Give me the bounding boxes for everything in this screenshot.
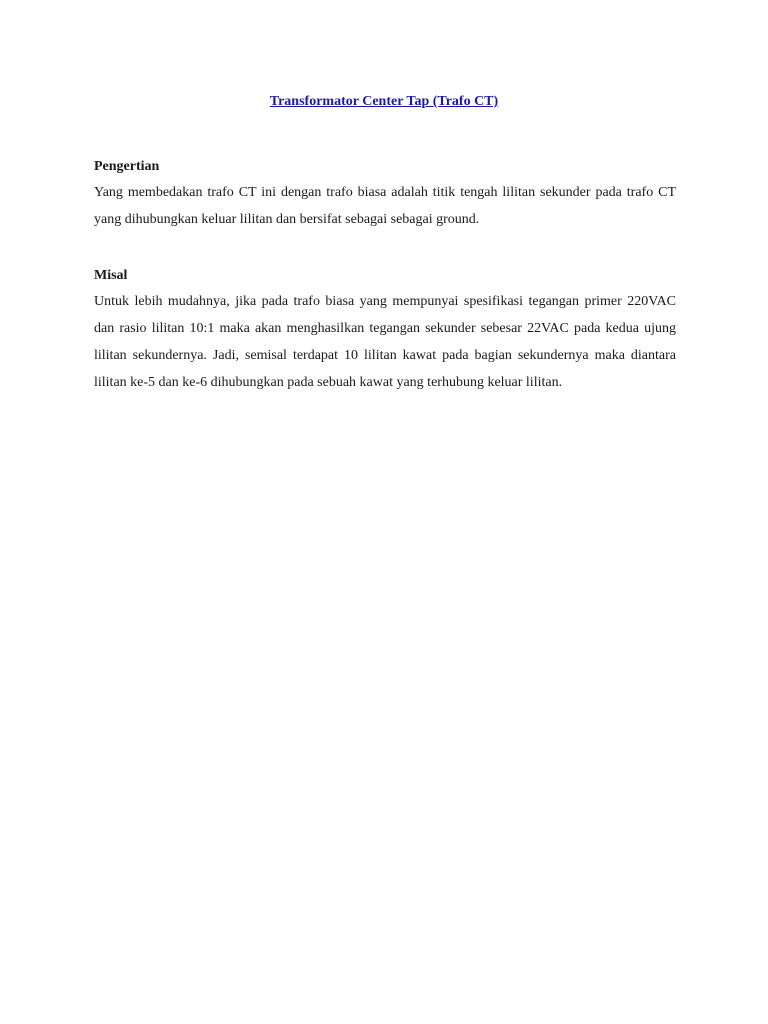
document-body (94, 158, 676, 396)
document-title: Transformator Center Tap (Trafo CT) (269, 94, 499, 109)
section-heading: Misal (94, 268, 128, 283)
section-paragraph: Yang membedakan trafo CT ini dengan trafo biasa adalah titik tengah lilitan sekunder pada trafo CT yang dihubungkan keluar lilitan dan bersifat sebagai sebagai ground. (94, 185, 676, 227)
section-heading: Pengertian (94, 159, 160, 174)
section-misal (94, 267, 676, 396)
section-pengertian (94, 158, 676, 233)
section-paragraph: Untuk lebih mudahnya, jika pada trafo biasa yang mempunyai spesifikasi tegangan primer 220VAC dan rasio lilitan 10:1 maka akan menghasilkan tegangan sekunder sebesar 22VAC pada kedua ujung lilitan sekundernya. Jadi, semisal terdapat 10 lilitan kawat pada bagian sekundernya maka diantara lilitan ke-5 dan ke-6 dihubungkan pada sebuah kawat yang terhubung keluar lilitan. (94, 294, 676, 390)
